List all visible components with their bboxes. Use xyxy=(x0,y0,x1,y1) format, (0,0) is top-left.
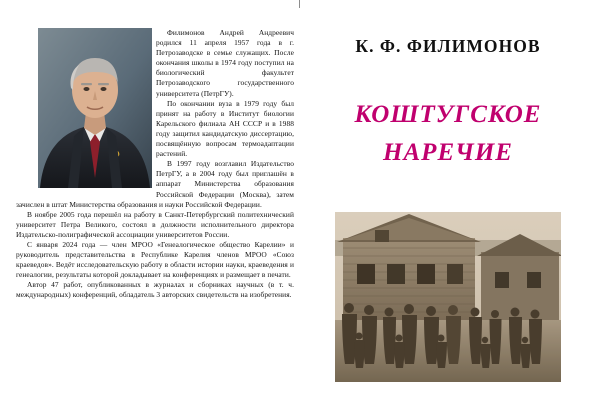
photo-text-wrap-spacer xyxy=(16,28,156,192)
cover-village-photo xyxy=(335,212,561,382)
bio-paragraph-2: По окончании вуза в 1979 году был принят на работу в Институт биологии Карельского филиала АН СССР и в 1988 году защитил кандидатскую диссертацию, посвящённую вопросам термоадаптации растений. xyxy=(156,98,294,159)
bio-paragraph-6: Автор 47 работ, опубликованных в журналах и сборниках научных (в т. ч. международных) конференций, обладатель 3 авторских свидетельств на изобретения. xyxy=(16,280,294,300)
back-cover xyxy=(16,14,294,400)
spine-tick-mark xyxy=(299,0,300,8)
bio-paragraph-4: В ноябре 2005 года перешёл на работу в Санкт-Петербургский политехнический университет Петра Великого, состоял в должности исполнительного директора Издательско-полиграфической ассоциации университетов России. xyxy=(16,209,294,239)
bio-paragraph-1: Филимонов Андрей Андреевич родился 11 апреля 1957 года в г. Петрозаводске в семье служащих. После окончания школы в 1974 году поступил на биологический факультет Петрозаводского государственного университета (ПетрГУ). xyxy=(156,28,294,98)
front-cover-title xyxy=(310,96,586,172)
author-biography xyxy=(16,28,294,400)
title-line-1: КОШТУГСКОЕ xyxy=(354,101,542,128)
bio-paragraph-5: С января 2024 года — член МРОО «Генеалогическое общество Карелии» и руководитель представительства в Республике Карелия членов МРОО «Союз краеведов». Ведёт исследовательскую работу в области истории науки, краеведения и генеалогии, результаты которой докладывает на конференциях и размещает в печати. xyxy=(16,239,294,280)
front-cover xyxy=(310,14,586,400)
bio-paragraph-3: В 1997 году возглавил Издательство ПетрГУ, а в 2004 году был приглашён в аппарат Министерства образования Российской Федерации (Москва), затем зачислен в штат Министерства образования и науки Российской Федерации. xyxy=(16,159,294,209)
front-cover-author: К. Ф. ФИЛИМОНОВ xyxy=(355,36,541,56)
title-line-2: НАРЕЧИЕ xyxy=(383,139,513,166)
